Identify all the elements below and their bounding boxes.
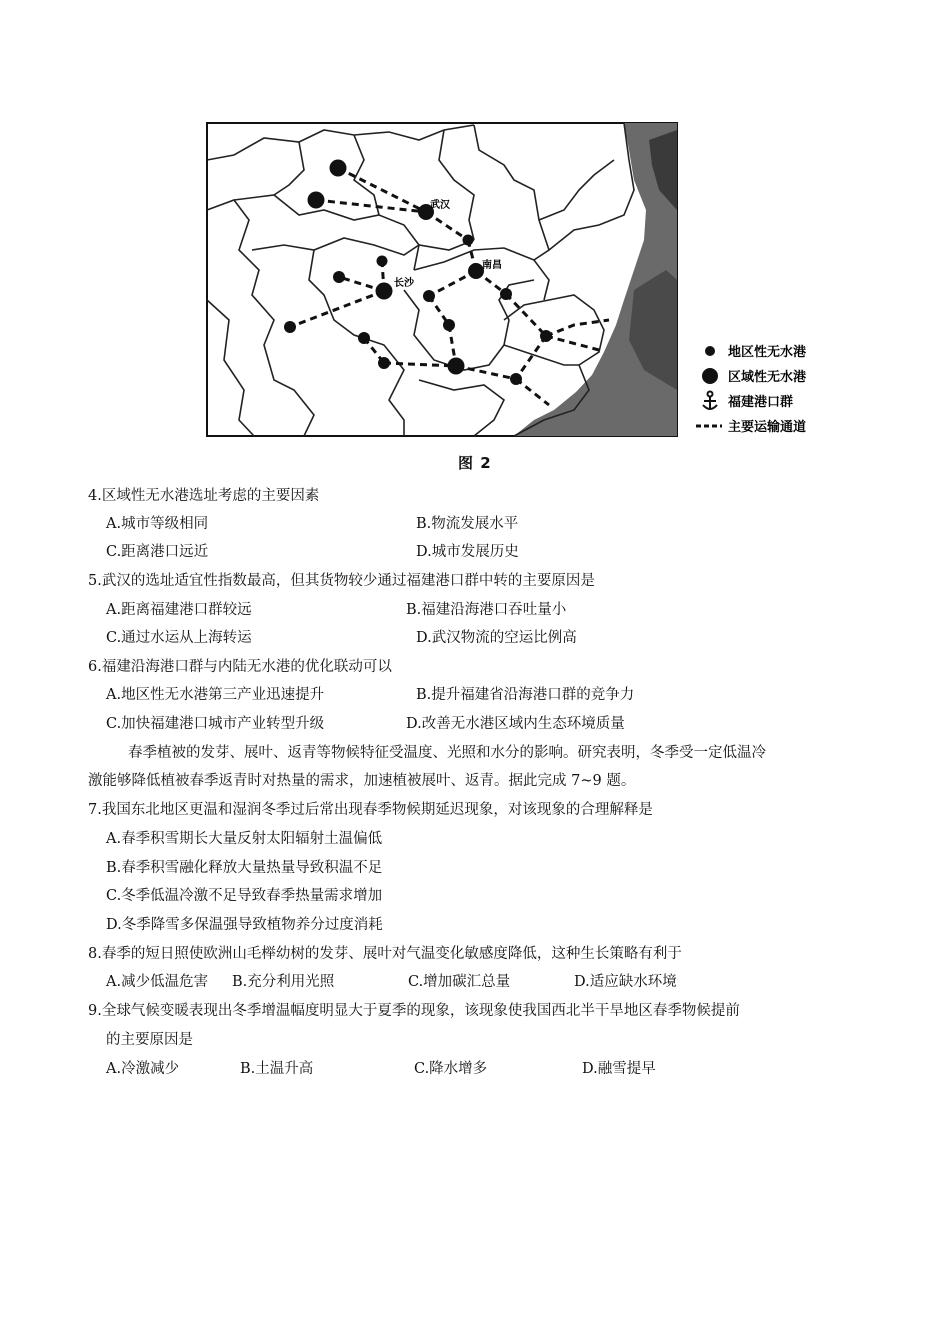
option-b: B.充分利用光照	[232, 974, 335, 990]
option-c: C.增加碳汇总量	[408, 974, 511, 990]
option-c: C.通过水运从上海转运	[106, 630, 252, 646]
option-d: D.武汉物流的空运比例高	[416, 630, 577, 646]
option-a: A.冷激减少	[106, 1061, 180, 1077]
option-b: B.土温升高	[240, 1061, 314, 1077]
option-c: C.冬季低温冷激不足导致春季热量需求增加	[106, 888, 383, 904]
map-figure	[204, 120, 844, 440]
option-b: B.物流发展水平	[416, 516, 519, 532]
option-b: B.提升福建省沿海港口群的竞争力	[416, 687, 635, 703]
option-d: D.冬季降雪多保温强导致植物养分过度消耗	[106, 917, 383, 933]
regional-port-marker	[308, 192, 325, 209]
option-d: D.改善无水港区域内生态环境质量	[406, 716, 625, 732]
anchor-icon	[703, 392, 717, 410]
question-9-stem-line-2: 的主要原因是	[106, 1032, 193, 1048]
option-a: A.城市等级相同	[106, 516, 209, 532]
option-d: D.融雪提早	[582, 1061, 656, 1077]
option-d: D.适应缺水环境	[574, 974, 677, 990]
option-c: C.降水增多	[414, 1061, 488, 1077]
option-d: D.城市发展历史	[416, 544, 519, 560]
passage-line-1: 春季植被的发芽、展叶、返青等物候特征受温度、光照和水分的影响。研究表明，冬季受一定低温冷	[128, 745, 766, 761]
large-dot-icon	[702, 368, 718, 384]
question-8-stem: 8.春季的短日照使欧洲山毛榉幼树的发芽、展叶对气温变化敏感度降低，这种生长策略有利于	[88, 946, 682, 962]
regional-port-marker	[376, 283, 393, 300]
question-5-stem: 5.武汉的选址适宜性指数最高，但其货物较少通过福建港口群中转的主要原因是	[88, 573, 595, 589]
city-label-wuhan: 武汉	[430, 200, 450, 211]
city-label-changsha: 长沙	[394, 278, 414, 289]
regional-port-marker	[448, 358, 465, 375]
option-b: B.福建沿海港口吞吐量小	[406, 602, 567, 618]
question-4-stem: 4.区域性无水港选址考虑的主要因素	[88, 488, 320, 504]
option-b: B.春季积雪融化释放大量热量导致积温不足	[106, 860, 383, 876]
option-a: A.地区性无水港第三产业迅速提升	[106, 687, 325, 703]
legend-label: 福建港口群	[728, 395, 794, 410]
legend-label: 地区性无水港	[728, 345, 807, 360]
question-6-stem: 6.福建沿海港口群与内陆无水港的优化联动可以	[88, 659, 392, 675]
figure-caption: 图 2	[458, 454, 492, 472]
option-a: A.减少低温危害	[106, 974, 209, 990]
small-dot-icon	[705, 346, 715, 356]
legend-label: 区域性无水港	[728, 370, 807, 385]
question-9-stem-line-1: 9.全球气候变暖表现出冬季增温幅度明显大于夏季的现象，该现象使我国西北半干旱地区春季物候提前	[88, 1003, 740, 1019]
option-c: C.距离港口远近	[106, 544, 209, 560]
passage-line-2: 激能够降低植被春季返青时对热量的需求，加速植被展叶、返青。据此完成 7~9 题。	[88, 773, 636, 789]
option-c: C.加快福建港口城市产业转型升级	[106, 716, 325, 732]
city-label-nanchang: 南昌	[482, 260, 502, 271]
option-a: A.春季积雪期长大量反射太阳辐射土温偏低	[106, 831, 383, 847]
map-legend	[696, 344, 806, 435]
question-7-stem: 7.我国东北地区更温和湿润冬季过后常出现春季物候期延迟现象，对该现象的合理解释是	[88, 802, 653, 818]
legend-label: 主要运输通道	[728, 420, 807, 435]
regional-port-marker	[330, 160, 347, 177]
option-a: A.距离福建港口群较远	[106, 602, 252, 618]
